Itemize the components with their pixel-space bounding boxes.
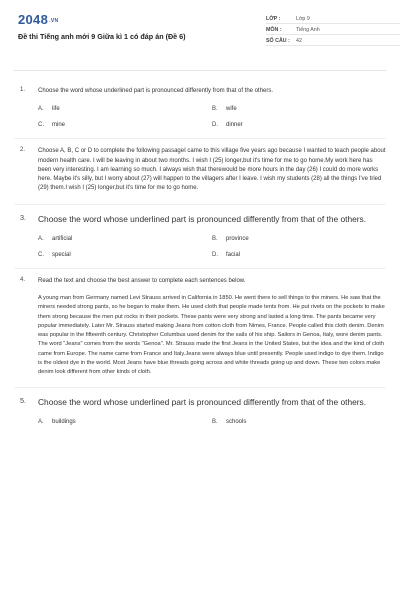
option-letter: A. <box>38 235 44 242</box>
option-text: life <box>52 106 60 113</box>
option-text: dinner <box>226 122 243 129</box>
question-4 <box>14 277 386 377</box>
brand-suffix: .VN <box>49 17 59 24</box>
meta-label: LỚP : <box>266 15 281 22</box>
question-text: Choose the word whose underlined part is pronounced differently from that of the others. <box>38 213 367 224</box>
page-title: Đề thi Tiếng anh mới 9 Giữa kì 1 có đáp án (Đề 6) <box>18 32 186 41</box>
answer-options <box>38 419 386 425</box>
option-d[interactable] <box>212 122 386 128</box>
option-c[interactable] <box>38 122 212 128</box>
question-divider <box>14 268 386 269</box>
meta-value: 42 <box>296 37 302 44</box>
question-divider <box>14 138 386 139</box>
option-text: artificial <box>52 235 73 242</box>
question-number: 3. <box>20 212 26 222</box>
option-letter: C. <box>38 122 44 129</box>
question-divider <box>14 204 386 205</box>
meta-label: MÔN : <box>266 26 282 33</box>
passage-text: A young man from Germany named Levi Strauss arrived in California in 1850. He went there to sell things to the miners. He saw that the miners needed strong pants, so he began to make them. He used cloth that people made tents from. He put rivets on the pockets to make them strong because the men put rocks in their pockets. These pants were very strong and lasted a long time. The pants became very popular immediately. Later Mr. Strauss started making Jeans from cotton cloth from Nimes, France. People called this cloth denim. Denim was popular in the fifteenth century. Christopher Columbus used denim for the sails of his ship. Sailors in Genoa, Italy, wore denim pants. The word "Jeans" comes from the words "Genoa". Mr. Strauss made the first Jeans in the United States, but the idea and the kind of cloth came from Europe. The name came from France and Italy.Jeans were always blue until presently. People used indigo to dye them. Indigo is the oldest dye in the world. Most Jeans have blue threads going across and white threads going up and down. These two colors make denim look different from other kinds of cloth. <box>38 295 385 375</box>
question-number: 2. <box>20 147 26 154</box>
option-letter: B. <box>212 419 218 426</box>
option-a[interactable] <box>38 419 212 425</box>
question-list <box>14 71 386 425</box>
option-a[interactable] <box>38 236 212 242</box>
reading-passage <box>38 294 386 377</box>
header <box>14 0 386 62</box>
site-logo[interactable] <box>18 12 58 27</box>
question-number: 5. <box>20 396 26 406</box>
option-letter: B. <box>212 235 218 242</box>
option-text: mine <box>52 122 66 129</box>
question-divider <box>14 387 386 388</box>
question-text: Choose the word whose underlined part is pronounced differently from that of the others. <box>38 397 367 408</box>
meta-row-subject <box>266 25 400 35</box>
option-b[interactable] <box>212 236 386 242</box>
option-letter: B. <box>212 106 218 113</box>
question-text: Choose A, B, C or D to complete the following passageI came to this village five years ago because I wanted to teach people about modern health care. I will be leaving in about two months. I wish I (25) longer,but it's time for me to go home.My work here has been very interesting. I am learning so much. I always wish that therewould be more hours in the day (26) I could do more works here. Maybe it's silly, but I worry about (27) will happen to the villagers after I leave. I wish my students (28) all the things I've tried (29) them.I wish I (25) longer,but it's time for me to go home. <box>38 148 386 192</box>
meta-row-question-count <box>266 36 400 46</box>
option-c[interactable] <box>38 252 212 258</box>
answer-options <box>38 106 386 128</box>
brand-name: 2048 <box>18 12 49 27</box>
option-letter: D. <box>212 122 218 129</box>
question-text: Choose the word whose underlined part is pronounced differently from that of the others. <box>38 88 274 94</box>
answer-options <box>38 236 386 258</box>
option-b[interactable] <box>212 106 386 112</box>
meta-row-class <box>266 14 400 24</box>
meta-value: Tiếng Anh <box>296 26 320 33</box>
question-3 <box>14 213 386 258</box>
option-letter: C. <box>38 251 44 258</box>
meta-label: SỐ CÂU : <box>266 37 290 44</box>
question-text: Read the text and choose the best answer to complete each sentences below. <box>38 277 246 284</box>
question-1 <box>14 87 386 128</box>
option-b[interactable] <box>212 419 386 425</box>
option-text: facial <box>226 251 241 258</box>
exam-meta <box>266 14 400 46</box>
option-text: province <box>226 235 249 242</box>
option-letter: D. <box>212 251 218 258</box>
question-number: 4. <box>20 276 26 283</box>
meta-value: Lớp 9 <box>296 15 310 22</box>
question-5 <box>14 396 386 425</box>
option-letter: A. <box>38 419 44 426</box>
question-2 <box>14 147 386 193</box>
option-letter: A. <box>38 106 44 113</box>
option-d[interactable] <box>212 252 386 258</box>
question-number: 1. <box>20 87 26 93</box>
option-text: special <box>52 251 71 258</box>
option-text: wife <box>226 106 237 113</box>
option-text: buildings <box>52 419 76 426</box>
option-a[interactable] <box>38 106 212 112</box>
option-text: schools <box>226 419 247 426</box>
